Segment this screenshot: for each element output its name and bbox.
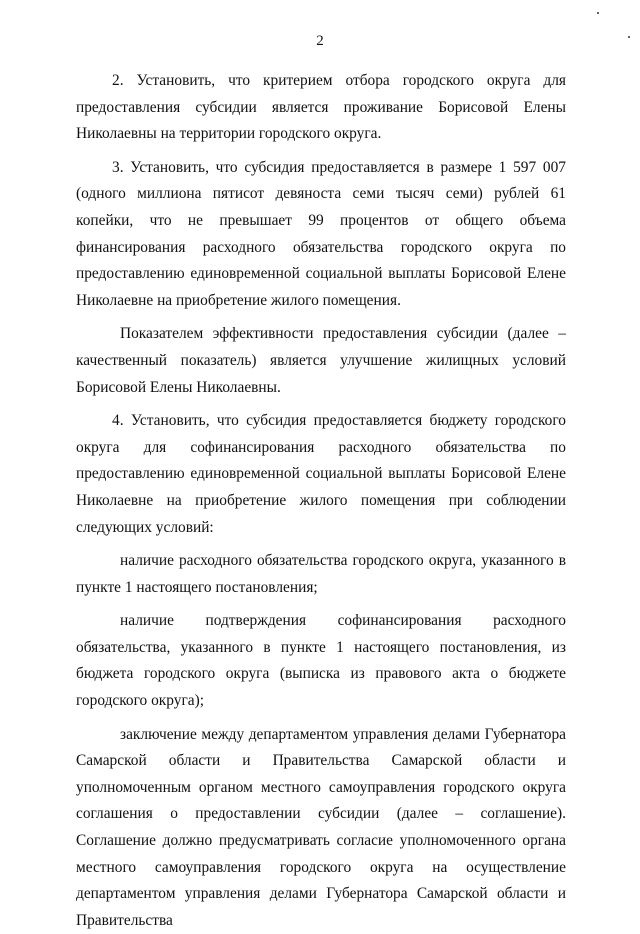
paragraph-condition-1: наличие расходного обязательства городского округа, указанного в пункте 1 настоящего постановления; <box>76 552 566 596</box>
paragraph-condition-2: наличие подтверждения софинансирования расходного обязательства, указанного в пункте 1 настоящего постановления, из бюджета городского округа (выписка из правового акта о бюджете городского округа); <box>76 612 566 710</box>
paragraph-condition-3: заключение между департаментом управления делами Губернатора Самарской области и Правительства Самарской области и уполномоченным органом местного самоуправления городского округа соглашения о предоставлении субсидии (далее – соглашение). Соглашение должно предусматривать согласие уполномоченного органа местного самоуправления городского округа на осуществление департаментом управления делами Губернатора Самарской области и Правительства <box>76 725 566 929</box>
scan-speck <box>597 12 599 14</box>
paragraph-item-4: 4. Установить, что субсидия предоставляется бюджету городского округа для софинансирования расходного обязательства по предоставлению единовременной социальной выплаты Борисовой Елене Николаевне на приобретение жилого помещения при соблюдении следующих условий: <box>76 412 566 536</box>
paragraph-item-2: 2. Установить, что критерием отбора городского округа для предоставления субсидии является проживание Борисовой Елены Николаевны на территории городского округа. <box>76 72 566 143</box>
document-body <box>76 68 566 934</box>
paragraph-performance-indicator: Показателем эффективности предоставления субсидии (далее – качественный показатель) является улучшение жилищных условий Борисовой Елены Николаевны. <box>76 325 566 396</box>
page-number: 2 <box>316 33 324 49</box>
paragraph-item-3: 3. Установить, что субсидия предоставляется в размере 1 597 007 (одного миллиона пятисот девяноста семи тысяч семи) рублей 61 копейки, что не превышает 99 процентов от общего объема финансирования расходного обязательства городского округа по предоставлению единовременной социальной выплаты Борисовой Елене Николаевне на приобретение жилого помещения. <box>76 158 566 309</box>
